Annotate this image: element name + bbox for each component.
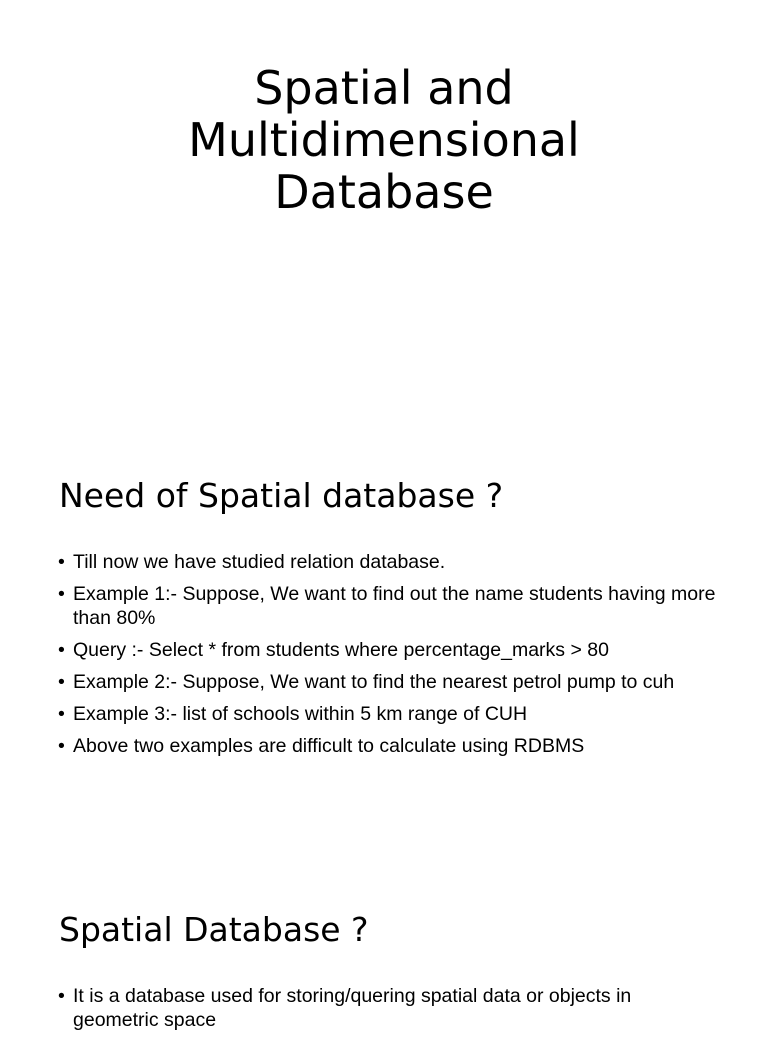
- bullet-item: [58, 670, 718, 694]
- slide-3-heading: Spatial Database ?: [59, 910, 369, 949]
- bullet-dot: •: [58, 583, 65, 605]
- bullet-text: Example 1:- Suppose, We want to find out the name students having more than 80%: [73, 583, 716, 629]
- bullet-dot: •: [58, 639, 65, 661]
- slide-3-bullet-list: [58, 984, 718, 1040]
- bullet-text: Till now we have studied relation database.: [73, 551, 446, 573]
- bullet-text: Example 2:- Suppose, We want to find the nearest petrol pump to cuh: [73, 671, 675, 693]
- bullet-item: [58, 702, 718, 726]
- bullet-item: [58, 984, 718, 1032]
- bullet-dot: •: [58, 551, 65, 573]
- slide-2-heading: Need of Spatial database ?: [59, 476, 504, 515]
- title-line-2: Multidimensional: [188, 113, 580, 167]
- bullet-item: [58, 638, 718, 662]
- bullet-item: [58, 734, 718, 758]
- bullet-dot: •: [58, 703, 65, 725]
- bullet-text: It is a database used for storing/quering spatial data or objects in geometric space: [73, 985, 632, 1031]
- bullet-text: Above two examples are difficult to calculate using RDBMS: [73, 735, 585, 757]
- bullet-dot: •: [58, 985, 65, 1007]
- title-line-3: Database: [274, 165, 494, 219]
- bullet-text: Query :- Select * from students where percentage_marks > 80: [73, 639, 609, 661]
- title-slide-heading: [0, 62, 768, 218]
- bullet-item: [58, 582, 718, 630]
- slide-2-bullet-list: [58, 550, 718, 766]
- bullet-dot: •: [58, 671, 65, 693]
- title-line-1: Spatial and: [254, 61, 514, 115]
- bullet-item: [58, 550, 718, 574]
- bullet-dot: •: [58, 735, 65, 757]
- bullet-text: Example 3:- list of schools within 5 km range of CUH: [73, 703, 528, 725]
